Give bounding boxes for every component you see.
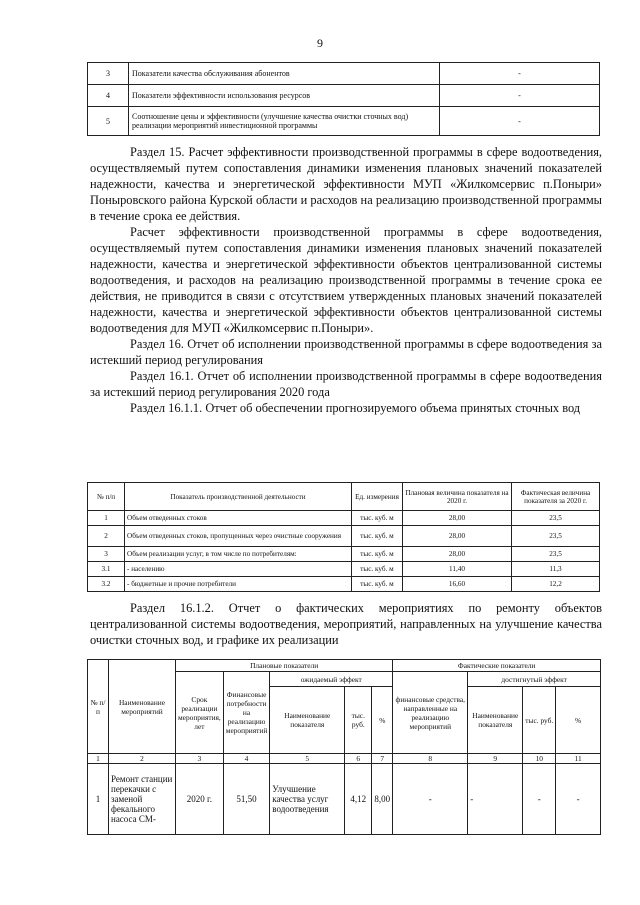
- row-unit: тыс. куб. м: [352, 547, 403, 562]
- row-plan: 28,00: [403, 526, 512, 547]
- header-fact: Фактическая величина показателя за 2020 г.: [512, 483, 600, 511]
- row-fact: 23,5: [512, 526, 600, 547]
- row-value: -: [440, 63, 600, 85]
- header-plan: Плановые показатели: [176, 660, 393, 672]
- row-name: Объем отведенных стоков, пропущенных через очистные сооружения: [125, 526, 352, 547]
- header-term: Срок реализации мероприятия, лет: [176, 672, 224, 754]
- header-name: Наименование мероприятий: [109, 660, 176, 754]
- row-description: Показатели качества обслуживания абонентов: [129, 63, 440, 85]
- measures-table: [87, 659, 601, 835]
- col-number: 6: [345, 754, 372, 764]
- table-row: [88, 764, 601, 835]
- row-unit: тыс. куб. м: [352, 511, 403, 526]
- header-fin-sources: финансовые средства, направленные на реализацию мероприятий: [393, 672, 468, 754]
- row-fact: 11,3: [512, 562, 600, 577]
- header-fact-pct: %: [556, 687, 601, 754]
- table-row: [88, 526, 600, 547]
- row-fact-pct: -: [556, 764, 601, 835]
- paragraph-section-16-1: Раздел 16.1. Отчет об исполнении производственной программы в сфере водоотведения за истекший период регулирования 2020 года: [90, 369, 602, 399]
- volume-table: [87, 482, 600, 592]
- row-number: 3.1: [88, 562, 125, 577]
- row-name: Ремонт станции перекачки с заменой фекального насоса СМ-: [109, 764, 176, 835]
- row-number: 3: [88, 63, 129, 85]
- row-description: Показатели эффективности использования ресурсов: [129, 85, 440, 107]
- section-15-text: [90, 144, 602, 416]
- header-finance: Финансовые потребности на реализацию мероприятий: [223, 672, 270, 754]
- header-num: № п/п: [88, 660, 109, 754]
- header-num: № п/п: [88, 483, 125, 511]
- header-fact-indicator: Наименование показателя: [468, 687, 523, 754]
- column-numbers-row: [88, 754, 601, 764]
- col-number: 9: [468, 754, 523, 764]
- col-number: 10: [523, 754, 556, 764]
- row-number: 5: [88, 107, 129, 136]
- row-value: -: [440, 85, 600, 107]
- header-indicator: Наименование показателя: [270, 687, 345, 754]
- table-row: [88, 562, 600, 577]
- page-number: 9: [317, 36, 323, 50]
- row-fact-rub: -: [523, 764, 556, 835]
- row-number: 2: [88, 526, 125, 547]
- row-number: 3.2: [88, 577, 125, 592]
- table-header-row: [88, 660, 601, 672]
- row-plan: 28,00: [403, 511, 512, 526]
- row-rub: 4,12: [345, 764, 372, 835]
- row-fact: 23,5: [512, 547, 600, 562]
- row-number: 1: [88, 511, 125, 526]
- table-row: [88, 85, 600, 107]
- row-pct: 8,00: [372, 764, 393, 835]
- col-number: 4: [223, 754, 270, 764]
- col-number: 1: [88, 754, 109, 764]
- header-fact: Фактические показатели: [393, 660, 601, 672]
- row-number: 3: [88, 547, 125, 562]
- row-fact-name: -: [468, 764, 523, 835]
- col-number: 11: [556, 754, 601, 764]
- row-unit: тыс. куб. м: [352, 526, 403, 547]
- row-name: Объем реализации услуг, в том числе по потребителям:: [125, 547, 352, 562]
- row-fact: 23,5: [512, 511, 600, 526]
- row-fact-fin: -: [393, 764, 468, 835]
- header-fact-rub: тыс. руб.: [523, 687, 556, 754]
- row-finance: 51,50: [223, 764, 270, 835]
- paragraph-section-16: Раздел 16. Отчет об исполнении производственной программы в сфере водоотведения за истекший период регулирования: [90, 337, 602, 367]
- row-name: - бюджетные и прочие потребители: [125, 577, 352, 592]
- header-pct: %: [372, 687, 393, 754]
- row-term: 2020 г.: [176, 764, 224, 835]
- row-plan: 16,60: [403, 577, 512, 592]
- section-16-1-2-text: [90, 600, 602, 648]
- row-name: - населению: [125, 562, 352, 577]
- table-row: [88, 577, 600, 592]
- header-indicator: Показатель производственной деятельности: [125, 483, 352, 511]
- row-description: Соотношение цены и эффективности (улучшение качества очистки сточных вод) реализации мероприятий инвестиционной программы: [129, 107, 440, 136]
- paragraph-section-16-1-2: Раздел 16.1.2. Отчет о фактических мероприятиях по ремонту объектов централизованной системы водоотведения, мероприятий, направленных на улучшение качества очистки сточных вод, и графике их реализации: [90, 601, 602, 647]
- paragraph-section-16-1-1: Раздел 16.1.1. Отчет об обеспечении прогнозируемого объема принятых сточных вод: [130, 401, 581, 415]
- row-plan: 28,00: [403, 547, 512, 562]
- row-number: 1: [88, 764, 109, 835]
- row-unit: тыс. куб. м: [352, 577, 403, 592]
- header-plan: Плановая величина показателя на 2020 г.: [403, 483, 512, 511]
- row-value: -: [440, 107, 600, 136]
- header-unit: Ед. измерения: [352, 483, 403, 511]
- table-row: [88, 63, 600, 85]
- col-number: 3: [176, 754, 224, 764]
- table-row: [88, 107, 600, 136]
- row-unit: тыс. куб. м: [352, 562, 403, 577]
- row-number: 4: [88, 85, 129, 107]
- paragraph-section-15: Раздел 15. Расчет эффективности производственной программы в сфере водоотведения, осуществляемый путем сопоставления динамики изменения плановых значений показателей надежности, качества и энергетической эффективности МУП «Жилкомсервис п.Поныри» Поныровского района Курской области и расходов на реализацию производственной программы в течение срока ее действия.: [90, 145, 602, 223]
- header-rub: тыс. руб.: [345, 687, 372, 754]
- col-number: 5: [270, 754, 345, 764]
- header-expected: ожидаемый эффект: [270, 672, 393, 687]
- col-number: 8: [393, 754, 468, 764]
- row-plan: 11,40: [403, 562, 512, 577]
- col-number: 7: [372, 754, 393, 764]
- col-number: 2: [109, 754, 176, 764]
- table-row: [88, 511, 600, 526]
- row-fact: 12,2: [512, 577, 600, 592]
- row-name: Объем отведенных стоков: [125, 511, 352, 526]
- row-indicator: Улучшение качества услуг водоотведения: [270, 764, 345, 835]
- paragraph-efficiency: Расчет эффективности производственной программы в сфере водоотведения, осуществляемый путем сопоставления динамики изменения плановых значений показателей надежности, качества и энергетической эффективности объектов централизованной системы водоотведения, и расходов на реализацию производственной программы в течение срока ее действия, не приводится в связи с отсутствием утвержденных плановых значений показателей надежности, качества и энергетической эффективности объектов централизованной системы водоотведения для МУП «Жилкомсервис п.Поныри».: [90, 225, 602, 335]
- indicators-table: [87, 62, 600, 136]
- header-achieved: достигнутый эффект: [468, 672, 601, 687]
- table-header-row: [88, 483, 600, 511]
- table-row: [88, 547, 600, 562]
